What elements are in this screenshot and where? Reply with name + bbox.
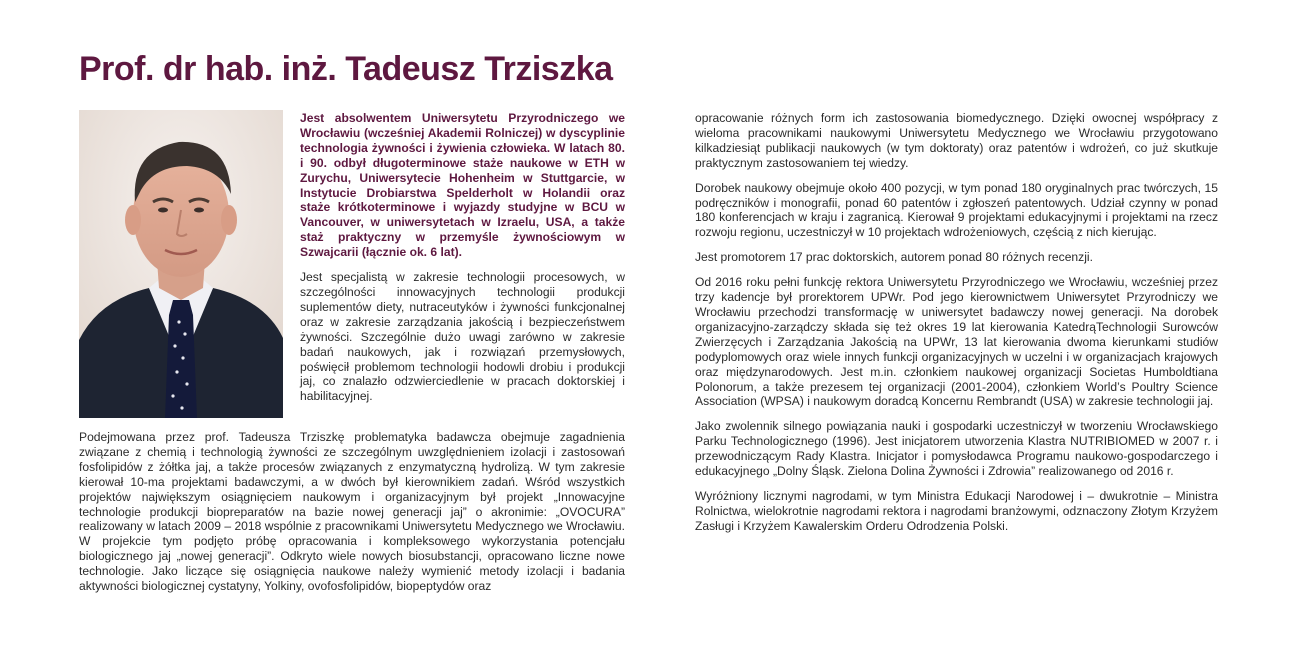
specialization-paragraph: Jest specjalistą w zakresie technologii procesowych, w szczególności innowacyjnych technologii produkcji suplementów diety, nutraceutyków i żywności funkcjonalnej oraz w zakresie zarządzania jakością i bezpieczeństwem żywności. Szczególnie dużo uwagi zarówno w zakresie badań naukowych, jak i rozwiązań przemysłowych, poświęcił problemom technologii hodowli drobiu i produkcji jaj, co znalazło odzwierciedlenie w pracach doktorskiej i habilitacyjnej. bbox=[300, 270, 625, 404]
research-paragraph: Podejmowana przez prof. Tadeusza Trziszkę problematyka badawcza obejmuje zagadnienia związane z chemią i technologią żywności ze szczególnym uwzględnieniem izolacji i zastosowań fosfolipidów z żółtka jaj, a także procesów związanych z enzymatyczną hydrolizą. W tym zakresie kierował 10-ma projektami badawczymi, a w dwóch był kierownikiem zadań. Wśród wszystkich projektów największym osiągnięciem naukowym i organizacyjnym był projekt „Innowacyjne technologie produkcji biopreparatów na bazie nowej generacji jaj” o akronimie: „OVOCURA” realizowany w latach 2009 – 2018 wspólnie z pracownikami Uniwersytetu Medycznego we Wrocławiu. W projekcie tym podjęto próbę opracowania i kompleksowego wykorzystania potencjału biologicznego jaj „nowej generacji”. Odkryto wiele nowych biosubstancji, opracowano liczne nowe technologie. Jako liczące się osiągnięcia naukowe należy wymienić metody izolacji i badania aktywności biologicznej cystatyny, Yolkiny, ovofosfolipidów, biopeptydów oraz bbox=[79, 430, 625, 594]
right-column bbox=[695, 111, 1218, 544]
industry-paragraph: Jako zwolennik silnego powiązania nauki i gospodarki uczestniczył w tworzeniu Wrocławskiego Parku Technologicznego (1996). Jest inicjatorem utworzenia Klastra NUTRIBIOMED w 2007 r. i przewodniczącym Rady Klastra. Inicjator i pomysłodawca Programu naukowo-gospodarczego i edukacyjnego „Dolny Śląsk. Zielona Dolina Żywności i Zdrowia” realizowanego od 2016 r. bbox=[695, 419, 1218, 479]
awards-paragraph: Wyróżniony licznymi nagrodami, w tym Ministra Edukacji Narodowej i – dwukrotnie – Ministra Rolnictwa, wielokrotnie nagrodami rektora i nagrodami branżowymi, odznaczony Złotym Krzyżem Zasługi i Krzyżem Kawalerskim Orderu Odrodzenia Polski. bbox=[695, 488, 1218, 533]
promoter-paragraph: Jest promotorem 17 prac doktorskich, autorem ponad 80 różnych recenzji. bbox=[695, 250, 1093, 265]
page-title: Prof. dr hab. inż. Tadeusz Trziszka bbox=[79, 50, 613, 88]
publications-paragraph: Dorobek naukowy obejmuje około 400 pozycji, w tym ponad 180 oryginalnych prac twórczych, 15 podręczników i monografii, ponad 60 patentów i zgłoszeń patentowych. Udział czynny w ponad 180 konferencjach w kraju i zagranicą. Kierował 9 projektami edukacyjnymi i projektami na rzecz rozwoju regionu, uczestniczył w 10 projektach wdrożeniowych, częścią z nich kierując. bbox=[695, 180, 1218, 240]
education-paragraph: Jest absolwentem Uniwersytetu Przyrodniczego we Wrocławiu (wcześniej Akademii Rolniczej) w dyscyplinie technologia żywności i żywienia człowieka. W latach 80. i 90. odbył długoterminowe staże naukowe w ETH w Zurychu, Uniwersytecie Hohenheim w Stuttgarcie, w Instytucie Drobiarstwa Spelderholt w Holandii oraz staże krótkoterminowe i wyjazdy studyjne w BCU w Vancouver, w uniwersytetach w Izraelu, USA, a także staż praktyczny w przemyśle żywnościowym w Szwajcarii (łącznie ok. 6 lat). bbox=[300, 111, 625, 260]
intro-column bbox=[300, 111, 625, 414]
rector-paragraph: Od 2016 roku pełni funkcję rektora Uniwersytetu Przyrodniczego we Wrocławiu, wcześniej przez trzy kadencje był prorektorem UPWr. Pod jego kierownictwem Uniwersytet Przyrodniczy we Wrocławiu przechodzi transformację w uniwersytet badawczy nowej generacji. Na dorobek organizacyjno-zarządczy składa się też okres 19 lat kierowania KatedrąTechnologii Surowców Zwierzęcych i Zarządzania Jakością na UPWr, 13 lat kierowania dwoma kierunkami studiów podyplomowych oraz wiele innych funkcji organizacyjnych w uczelni i w organizacjach krajowych oraz międzynarodowych. Jest m.in. członkiem naukowej organizacji Societas Humboldtiana Polonorum, a także prezesem tej organizacji (2001-2004), członkiem World’s Poultry Science Association (WPSA) i naukowym doradcą Koncernu Rembrandt (USA) w zakresie technologii jaj. bbox=[695, 275, 1218, 409]
continuation-paragraph: opracowanie różnych form ich zastosowania biomedycznego. Dzięki owocnej współpracy z wieloma pracownikami naukowymi Uniwersytetu Medycznego we Wrocławiu przygotowano kilkadziesiąt publikacji naukowych (w tym doktoraty) oraz patentów i wdrożeń, co już skutkuje praktycznym zastosowaniem tej wiedzy. bbox=[695, 111, 1218, 170]
research-column bbox=[79, 430, 625, 604]
portrait-photo bbox=[79, 110, 283, 418]
